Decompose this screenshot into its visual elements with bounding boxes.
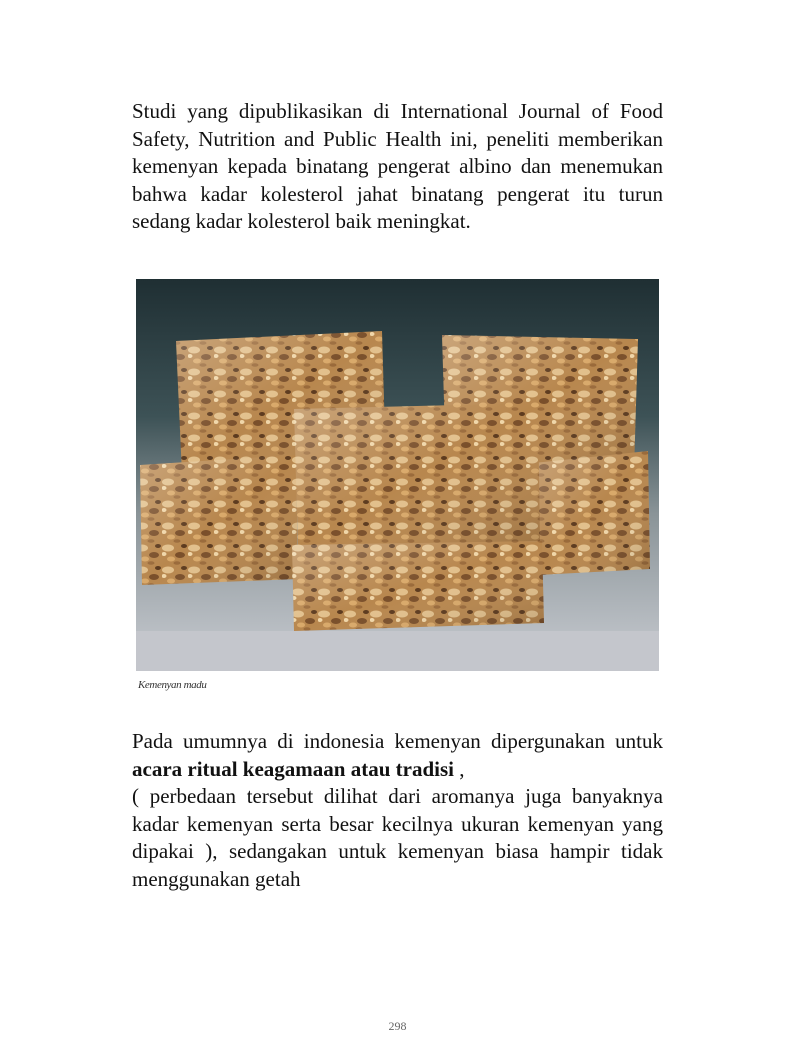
body-paragraph-1: Studi yang dipublikasikan di International Journal of Food Safety, Nutrition and Public Health ini, peneliti memberikan kemenyan kepada binatang pengerat albino dan menemukan bahwa kadar kolesterol jahat binatang pengerat itu turun sedang kadar kolesterol baik meningkat. [132, 99, 663, 233]
resin-block-front-bottom [292, 541, 544, 631]
paragraph-2-intro: Pada umumnya di indonesia kemenyan dipergunakan untuk [132, 729, 663, 753]
paragraph-2-after-bold: , [453, 756, 465, 781]
paragraph-2-rest: ( perbedaan tersebut dilihat dari aromanya juga banyaknya kadar kemenyan serta besar kecilnya ukuran kemenyan yang dipakai ), sedangakan untuk kemenyan biasa hampir tidak menggunakan getah [132, 784, 663, 891]
body-paragraph-2 [132, 728, 663, 893]
page-number: 298 [388, 1019, 407, 1033]
resin-block-front-top [294, 403, 540, 549]
resin-block-mid-left [140, 455, 298, 585]
figure-caption: Kemenyan madu [138, 679, 207, 691]
paragraph-2-bold-phrase: acara ritual keagamaan atau tradisi [132, 756, 454, 781]
kemenyan-photo [136, 279, 659, 671]
resin-block-mid-right [534, 451, 650, 575]
